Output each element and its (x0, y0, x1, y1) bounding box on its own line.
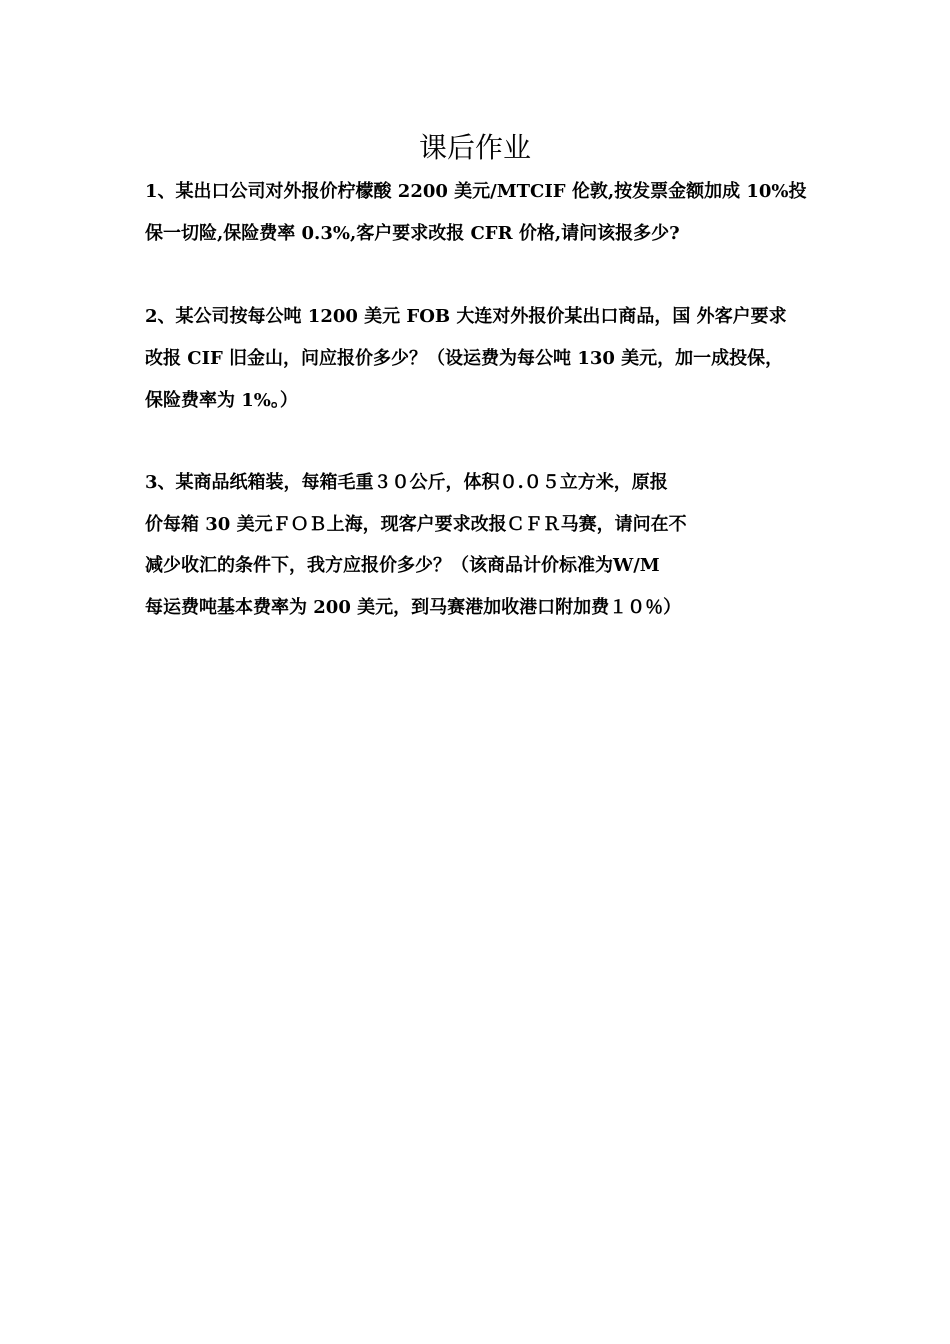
question-3-line-1: 3、某商品纸箱装，每箱毛重３０公斤，体积０.０５立方米，原报 (145, 472, 668, 493)
question-2-line-1: 2、某公司按每公吨 1200 美元 FOB 大连对外报价某出口商品，国 外客户要求 (145, 306, 787, 327)
question-3-line-2: 价每箱 30 美元ＦＯＢ上海，现客户要求改报ＣＦＲ马赛，请问在不 (145, 513, 687, 535)
question-3-line-4: 每运费吨基本费率为 200 美元，到马赛港加收港口附加费１０％） (145, 596, 682, 618)
question-2-line-2: 改报 CIF 旧金山，问应报价多少？（设运费为每公吨 130 美元，加一成投保， (145, 348, 784, 369)
page-title: 课后作业 (418, 131, 531, 164)
question-2 (145, 296, 787, 422)
question-1-line-2: 保一切险,保险费率 0.3%,客户要求改报 CFR 价格,请问该报多少? (145, 223, 680, 244)
question-1-line-1: 1、某出口公司对外报价柠檬酸 2200 美元/MTCIF 伦敦,按发票金额加成 10%投 (145, 181, 807, 202)
question-1 (145, 171, 807, 255)
question-3 (145, 462, 687, 628)
question-2-line-3: 保险费率为 1%。） (145, 390, 298, 411)
question-3-line-3: 减少收汇的条件下，我方应报价多少？（该商品计价标准为W/M (145, 555, 660, 576)
